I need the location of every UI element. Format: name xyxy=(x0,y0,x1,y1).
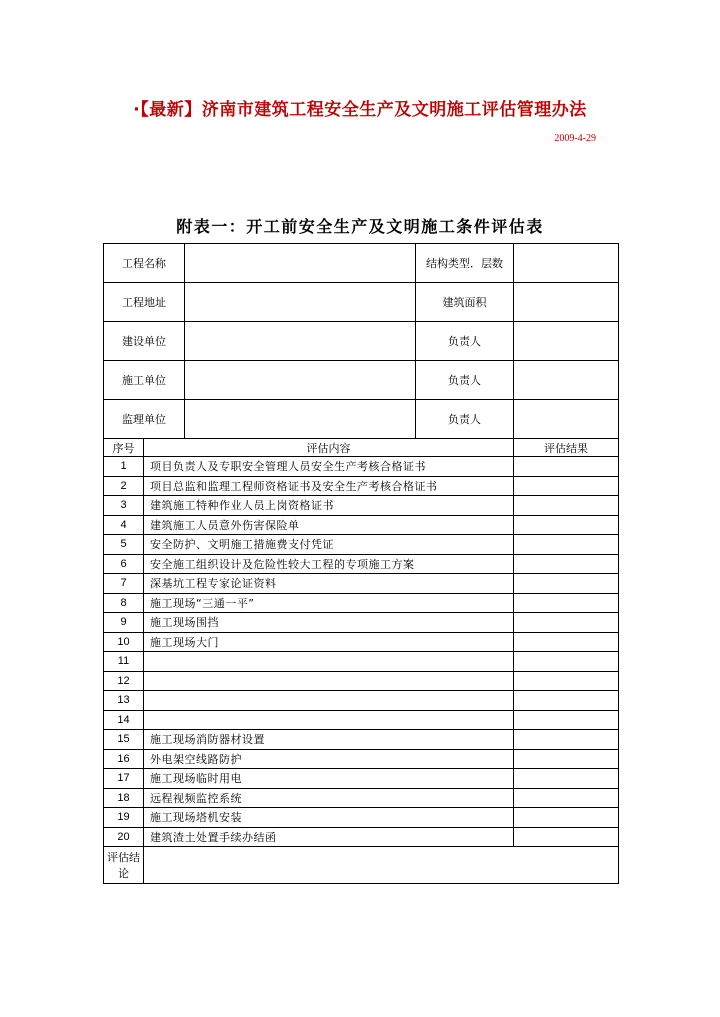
item-result xyxy=(514,535,619,555)
building-area-value xyxy=(514,283,619,322)
item-result xyxy=(514,769,619,789)
table-row xyxy=(104,496,619,516)
header-content: 评估内容 xyxy=(144,439,514,457)
table-row xyxy=(104,691,619,711)
item-content: 远程视频监控系统 xyxy=(144,788,514,808)
item-number: 20 xyxy=(104,827,144,847)
info-row-supervisor xyxy=(104,400,619,439)
item-number: 18 xyxy=(104,788,144,808)
table-row xyxy=(104,827,619,847)
supervisor-person-label: 负责人 xyxy=(416,400,514,439)
header-result: 评估结果 xyxy=(514,439,619,457)
item-result xyxy=(514,496,619,516)
building-area-label: 建筑面积 xyxy=(416,283,514,322)
item-content: 建筑施工人员意外伤害保险单 xyxy=(144,515,514,535)
item-number: 9 xyxy=(104,613,144,633)
item-number: 1 xyxy=(104,457,144,477)
item-content: 安全防护、文明施工措施费支付凭证 xyxy=(144,535,514,555)
item-result xyxy=(514,515,619,535)
item-content: 项目负责人及专职安全管理人员安全生产考核合格证书 xyxy=(144,457,514,477)
table-title: 附表一：开工前安全生产及文明施工条件评估表 xyxy=(176,217,544,236)
structure-type-value xyxy=(514,244,619,283)
item-number: 12 xyxy=(104,671,144,691)
item-number: 13 xyxy=(104,691,144,711)
project-name-label: 工程名称 xyxy=(104,244,185,283)
table-row xyxy=(104,613,619,633)
item-result xyxy=(514,730,619,750)
item-content: 施工现场塔机安装 xyxy=(144,808,514,828)
item-content: 施工现场大门 xyxy=(144,632,514,652)
item-result xyxy=(514,554,619,574)
table-header-row xyxy=(104,439,619,457)
info-row-project-name xyxy=(104,244,619,283)
item-content xyxy=(144,691,514,711)
conclusion-value xyxy=(144,847,619,884)
supervisor-label: 监理单位 xyxy=(104,400,185,439)
item-result xyxy=(514,632,619,652)
item-number: 10 xyxy=(104,632,144,652)
item-result xyxy=(514,457,619,477)
supervisor-person-value xyxy=(514,400,619,439)
table-row xyxy=(104,749,619,769)
item-content: 深基坑工程专家论证资料 xyxy=(144,574,514,594)
table-row xyxy=(104,554,619,574)
table-row xyxy=(104,476,619,496)
item-result xyxy=(514,749,619,769)
item-number: 14 xyxy=(104,710,144,730)
item-result xyxy=(514,710,619,730)
item-number: 15 xyxy=(104,730,144,750)
item-content: 施工现场消防器材设置 xyxy=(144,730,514,750)
item-number: 3 xyxy=(104,496,144,516)
item-content: 项目总监和监理工程师资格证书及安全生产考核合格证书 xyxy=(144,476,514,496)
item-number: 7 xyxy=(104,574,144,594)
item-content: 安全施工组织设计及危险性较大工程的专项施工方案 xyxy=(144,554,514,574)
table-row xyxy=(104,671,619,691)
item-result xyxy=(514,808,619,828)
builder-person-label: 负责人 xyxy=(416,322,514,361)
project-address-value xyxy=(185,283,416,322)
project-address-label: 工程地址 xyxy=(104,283,185,322)
table-row xyxy=(104,652,619,672)
supervisor-value xyxy=(185,400,416,439)
builder-person-value xyxy=(514,322,619,361)
table-row xyxy=(104,769,619,789)
item-result xyxy=(514,691,619,711)
item-number: 2 xyxy=(104,476,144,496)
table-row xyxy=(104,632,619,652)
header-no: 序号 xyxy=(104,439,144,457)
constructor-person-label: 负责人 xyxy=(416,361,514,400)
item-content: 建筑施工特种作业人员上岗资格证书 xyxy=(144,496,514,516)
item-content: 施工现场临时用电 xyxy=(144,769,514,789)
item-result xyxy=(514,574,619,594)
document-date: 2009-4-29 xyxy=(554,133,596,144)
item-result xyxy=(514,827,619,847)
item-content xyxy=(144,710,514,730)
table-row xyxy=(104,535,619,555)
table-row xyxy=(104,730,619,750)
item-number: 11 xyxy=(104,652,144,672)
info-row-builder xyxy=(104,322,619,361)
item-result xyxy=(514,671,619,691)
conclusion-label: 评估结论 xyxy=(104,847,144,884)
item-number: 4 xyxy=(104,515,144,535)
project-name-value xyxy=(185,244,416,283)
constructor-person-value xyxy=(514,361,619,400)
builder-label: 建设单位 xyxy=(104,322,185,361)
info-row-constructor xyxy=(104,361,619,400)
conclusion-row xyxy=(104,847,619,884)
item-result xyxy=(514,613,619,633)
constructor-value xyxy=(185,361,416,400)
item-number: 17 xyxy=(104,769,144,789)
item-result xyxy=(514,788,619,808)
item-content: 施工现场围挡 xyxy=(144,613,514,633)
item-number: 8 xyxy=(104,593,144,613)
table-row xyxy=(104,710,619,730)
table-row xyxy=(104,788,619,808)
item-content: 外电架空线路防护 xyxy=(144,749,514,769)
table-row xyxy=(104,457,619,477)
constructor-label: 施工单位 xyxy=(104,361,185,400)
item-result xyxy=(514,652,619,672)
table-row xyxy=(104,808,619,828)
item-content xyxy=(144,671,514,691)
item-content: 建筑渣土处置手续办结函 xyxy=(144,827,514,847)
builder-value xyxy=(185,322,416,361)
item-result xyxy=(514,593,619,613)
structure-type-label: 结构类型．层数 xyxy=(416,244,514,283)
item-number: 19 xyxy=(104,808,144,828)
item-number: 6 xyxy=(104,554,144,574)
item-result xyxy=(514,476,619,496)
info-row-address xyxy=(104,283,619,322)
evaluation-table xyxy=(103,243,619,884)
item-number: 5 xyxy=(104,535,144,555)
table-row xyxy=(104,593,619,613)
table-row xyxy=(104,515,619,535)
item-number: 16 xyxy=(104,749,144,769)
table-row xyxy=(104,574,619,594)
document-title: ·【最新】济南市建筑工程安全生产及文明施工评估管理办法 xyxy=(133,100,587,120)
items-body xyxy=(104,457,619,847)
item-content xyxy=(144,652,514,672)
item-content: 施工现场“三通一平” xyxy=(144,593,514,613)
